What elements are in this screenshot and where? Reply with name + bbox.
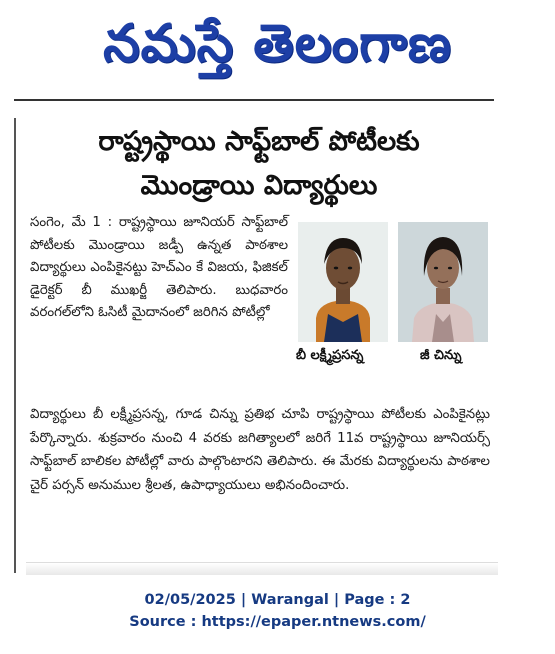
- article-body-full-width: విద్యార్థులు బీ లక్ష్మీప్రసన్న, గూడ చిన్ను ప్రతిభ చూపి రాష్ట్రస్థాయి పోటీలకు ఎంపికైనట్లు పేర్కొన్నారు. శుక్రవారం నుంచి 4 వరకు జగిత్యాలలో జరిగే 11వ రాష్ట్రస్థాయి జూనియర్స్ సాఫ్ట్‌బాల్ బాలికల పోటీల్లో వారు పాల్గొంటారని తెలిపారు. ఈ మేరకు విద్యార్థులను పాఠశాల చైర్ పర్సన్ అనుముల శ్రీలత, ఉపాధ్యాయులు అభినందించారు.: [30, 407, 490, 493]
- photo-caption-1: బీ లక్ష్మీప్రసన్న: [296, 348, 364, 363]
- newspaper-logo: నమస్తే తెలంగాణ: [103, 14, 452, 74]
- article-headline: [20, 120, 498, 208]
- left-divider: [14, 118, 16, 573]
- footer-date-edition: 02/05/2025 | Warangal | Page : 2: [144, 592, 411, 608]
- student-photo-1: [298, 222, 388, 342]
- headline-line-2: మొండ్రాయి విద్యార్థులు: [140, 170, 378, 201]
- portrait-image: [398, 222, 488, 342]
- clipping-bottom-edge: [26, 562, 498, 575]
- photo-caption-2: జీ చిన్ను: [420, 348, 462, 363]
- portrait-image: [298, 222, 388, 342]
- footer-source: Source : https://epaper.ntnews.com/: [129, 614, 426, 630]
- top-divider: [14, 99, 494, 101]
- article-body-column: సంగెం, మే 1 : రాష్ట్రస్థాయి జూనియర్ సాఫ్ట్‌బాల్ పోటీలకు మొండ్రాయి జడ్పీ ఉన్నత పాఠశాల విద్యార్థులు ఎంపికైనట్టు హెచ్‌ఎం కే విజయ, ఫిజికల్ డైరెక్టర్ బీ ముఖర్జీ తెలిపారు. బుధవారం వరంగల్‌లోని ఓసిటీ మైదానంలో జరిగిన పోటీల్లో: [30, 215, 288, 320]
- student-photo-2: [398, 222, 488, 342]
- headline-line-1: రాష్ట్రస్థాయి సాఫ్ట్‌బాల్ పోటీలకు: [98, 126, 420, 157]
- masthead: [0, 0, 555, 88]
